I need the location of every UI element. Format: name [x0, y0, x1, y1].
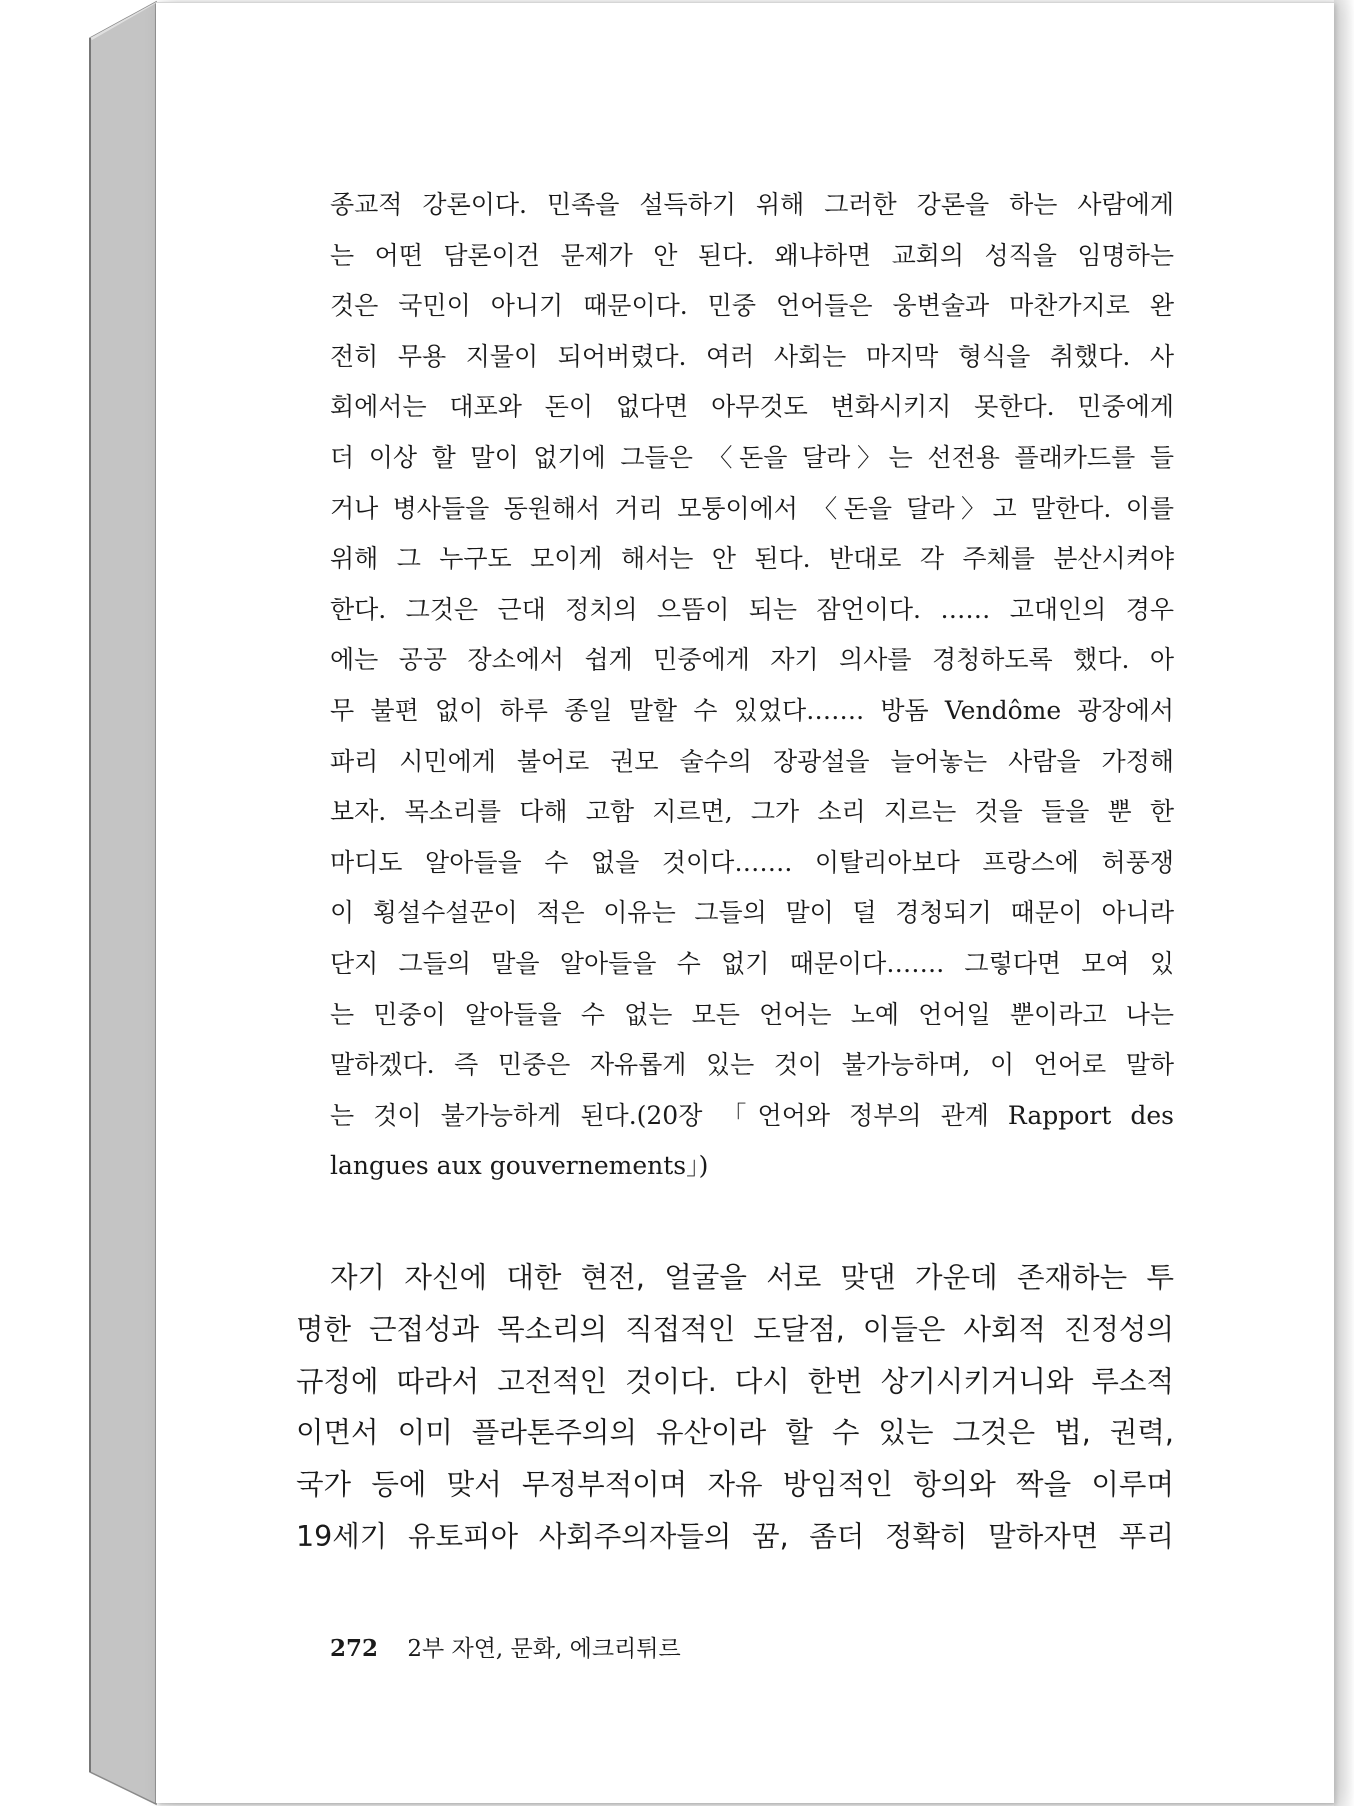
quote-line: 단지 그들의 말을 알아들을 수 없기 때문이다……. 그렇다면 모여 있	[330, 948, 1174, 978]
quote-line: 는 것이 불가능하게 된다.(20장 「언어와 정부의 관계 Rapport des	[330, 1100, 1174, 1130]
page-edge-shadow	[1334, 0, 1354, 1806]
body-line: 자기 자신에 대한 현전, 얼굴을 서로 맞댄 가운데 존재하는 투	[330, 1261, 1174, 1294]
quote-line: 거나 병사들을 동원해서 거리 모퉁이에서 〈돈을 달라〉고 말한다. 이를	[330, 493, 1174, 523]
running-footer-title: 2부 자연, 문화, 에크리튀르	[407, 1636, 681, 1662]
body-line: 이면서 이미 플라톤주의의 유산이라 할 수 있는 그것은 법, 권력,	[296, 1416, 1174, 1450]
body-line: 국가 등에 맞서 무정부적이며 자유 방임적인 항의와 짝을 이루며	[296, 1468, 1174, 1502]
book-spine	[0, 0, 160, 1806]
quote-line: 는 민중이 알아들을 수 없는 모든 언어는 노예 언어일 뿐이라고 나는	[330, 999, 1174, 1029]
quote-line: 이 횡설수설꾼이 적은 이유는 그들의 말이 덜 경청되기 때문이 아니라	[330, 898, 1174, 928]
quote-line: 파리 시민에게 불어로 권모 술수의 장광설을 늘어놓는 사람을 가정해	[330, 746, 1174, 776]
quote-line: 에는 공공 장소에서 쉽게 민중에게 자기 의사를 경청하도록 했다. 아	[330, 645, 1174, 675]
quote-line: 보자. 목소리를 다해 고함 지르면, 그가 소리 지르는 것을 들을 뿐 한	[330, 797, 1174, 827]
page-number: 272	[330, 1635, 379, 1662]
quote-line: 마디도 알아들을 수 없을 것이다……. 이탈리아보다 프랑스에 허풍쟁	[330, 847, 1174, 877]
body-line: 규정에 따라서 고전적인 것이다. 다시 한번 상기시키거니와 루소적	[296, 1364, 1174, 1398]
quote-line: 것은 국민이 아니기 때문이다. 민중 언어들은 웅변술과 마찬가지로 완	[330, 291, 1174, 321]
quote-line: 는 어떤 담론이건 문제가 안 된다. 왜냐하면 교회의 성직을 임명하는	[330, 240, 1174, 270]
quote-line: 위해 그 누구도 모이게 해서는 안 된다. 반대로 각 주체를 분산시켜야	[330, 544, 1174, 574]
body-line: 19세기 유토피아 사회주의자들의 꿈, 좀더 정확히 말하자면 푸리	[296, 1519, 1174, 1553]
quote-line: 더 이상 할 말이 없기에 그들은 〈돈을 달라〉는 선전용 플래카드를 들	[330, 442, 1174, 472]
quote-line: 말하겠다. 즉 민중은 자유롭게 있는 것이 불가능하며, 이 언어로 말하	[330, 1050, 1174, 1080]
block-quote	[330, 180, 1174, 1192]
body-paragraph	[296, 1252, 1174, 1563]
quote-line: 한다. 그것은 근대 정치의 으뜸이 되는 잠언이다. …… 고대인의 경우	[330, 594, 1174, 624]
page-footer	[330, 1630, 681, 1663]
quote-line: 회에서는 대포와 돈이 없다면 아무것도 변화시키지 못한다. 민중에게	[330, 392, 1174, 422]
quote-line: 무 불편 없이 하루 종일 말할 수 있었다……. 방돔 Vendôme 광장에서	[330, 695, 1174, 725]
quote-line: 전히 무용 지물이 되어버렸다. 여러 사회는 마지막 형식을 취했다. 사	[330, 341, 1174, 371]
quote-line: langues aux gouvernements」)	[330, 1151, 709, 1181]
body-line: 명한 근접성과 목소리의 직접적인 도달점, 이들은 사회적 진정성의	[296, 1312, 1174, 1346]
quote-line: 종교적 강론이다. 민족을 설득하기 위해 그러한 강론을 하는 사람에게	[330, 190, 1174, 219]
